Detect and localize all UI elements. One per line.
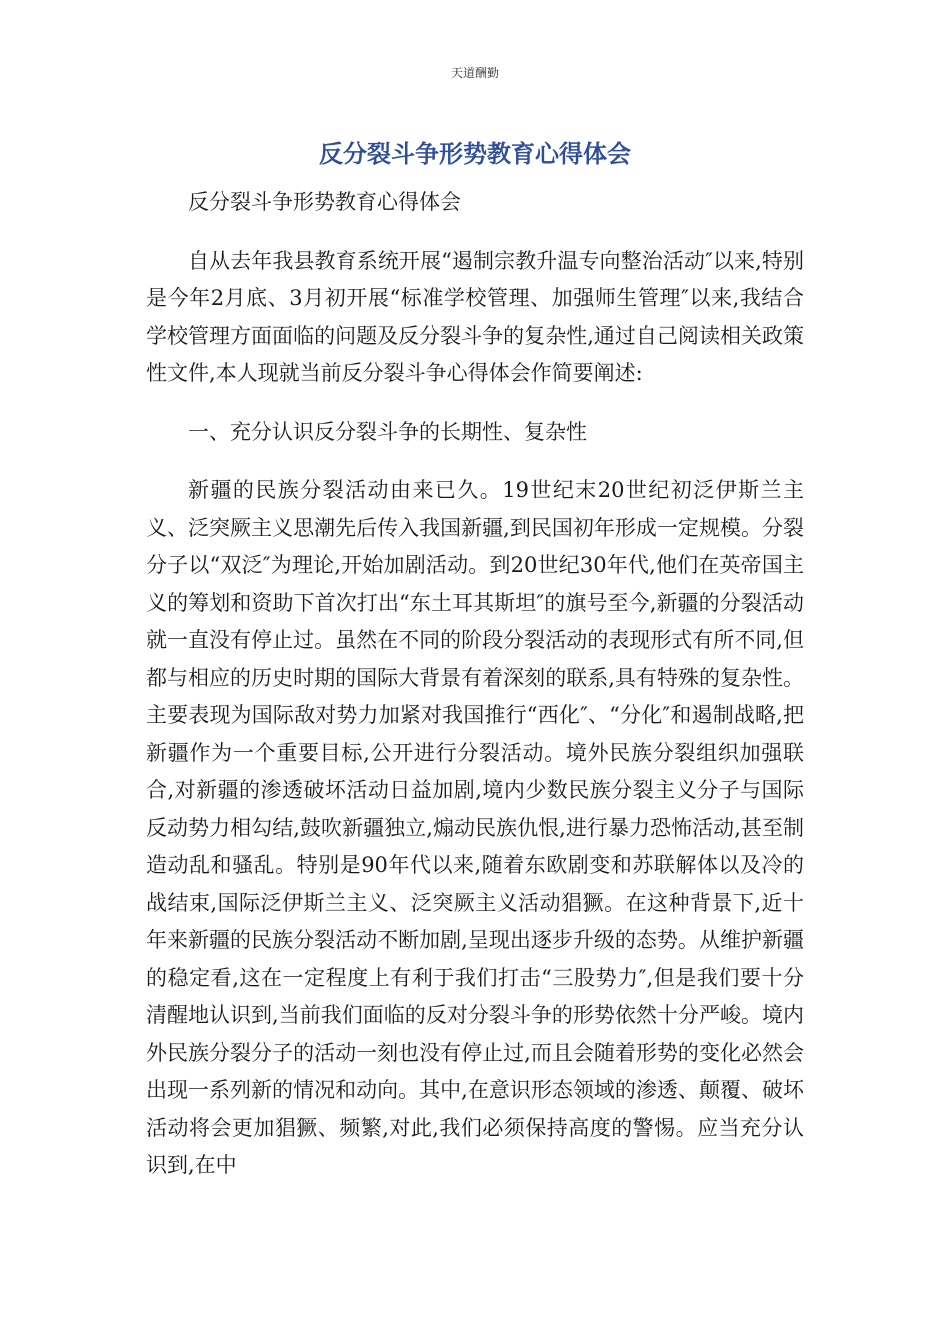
intro-paragraph: 自从去年我县教育系统开展“遏制宗教升温专向整治活动″以来,特别是今年2月底、3月初开展“标准学校管理、加强师生管理″以来,我结合学校管理方面面临的问题及反分裂斗争的复杂性,通过自己阅读相关政策性文件,本人现就当前反分裂斗争心得体会作简要阐述: (146, 248, 804, 385)
document-title: 反分裂斗争形势教育心得体会 (319, 140, 631, 168)
section-heading: 一、充分认识反分裂斗争的长期性、复杂性 (188, 419, 587, 444)
subtitle-paragraph: 反分裂斗争形势教育心得体会 (188, 190, 461, 214)
page-header: 天道酬勤 (450, 66, 499, 80)
body-paragraph: 新疆的民族分裂活动由来已久。19世纪末20世纪初泛伊斯兰主义、泛突厥主义思潮先后传入我国新疆,到民国初年形成一定规模。分裂分子以“双泛″为理论,开始加剧活动。到20世纪30年代,他们在英帝国主义的筹划和资助下首次打出“东土耳其斯坦″的旗号至今,新疆的分裂活动就一直没有停止过。虽然在不同的阶段分裂活动的表现形式有所不同,但都与相应的历史时期的国际大背景有着深刻的联系,具有特殊的复杂性。主要表现为国际敌对势力加紧对我国推行“西化″、“分化″和遏制战略,把新疆作为一个重要目标,公开进行分裂活动。境外民族分裂组织加强联合,对新疆的渗透破坏活动日益加剧,境内少数民族分裂主义分子与国际反动势力相勾结,鼓吹新疆独立,煽动民族仇恨,进行暴力恐怖活动,甚至制造动乱和骚乱。特别是90年代以来,随着东欧剧变和苏联解体以及冷的战结束,国际泛伊斯兰主义、泛突厥主义活动猖獗。在这种背景下,近十年来新疆的民族分裂活动不断加剧,呈现出逐步升级的态势。从维护新疆的稳定看,这在一定程度上有利于我们打击“三股势力″,但是我们要十分清醒地认识到,当前我们面临的反对分裂斗争的形势依然十分严峻。境内外民族分裂分子的活动一刻也没有停止过,而且会随着形势的变化必然会出现一系列新的情况和动向。其中,在意识形态领域的渗透、颠覆、破坏活动将会更加猖獗、频繁,对此,我们必须保持高度的警惕。应当充分认识到,在中 (146, 478, 804, 1177)
document-body (146, 184, 804, 1185)
